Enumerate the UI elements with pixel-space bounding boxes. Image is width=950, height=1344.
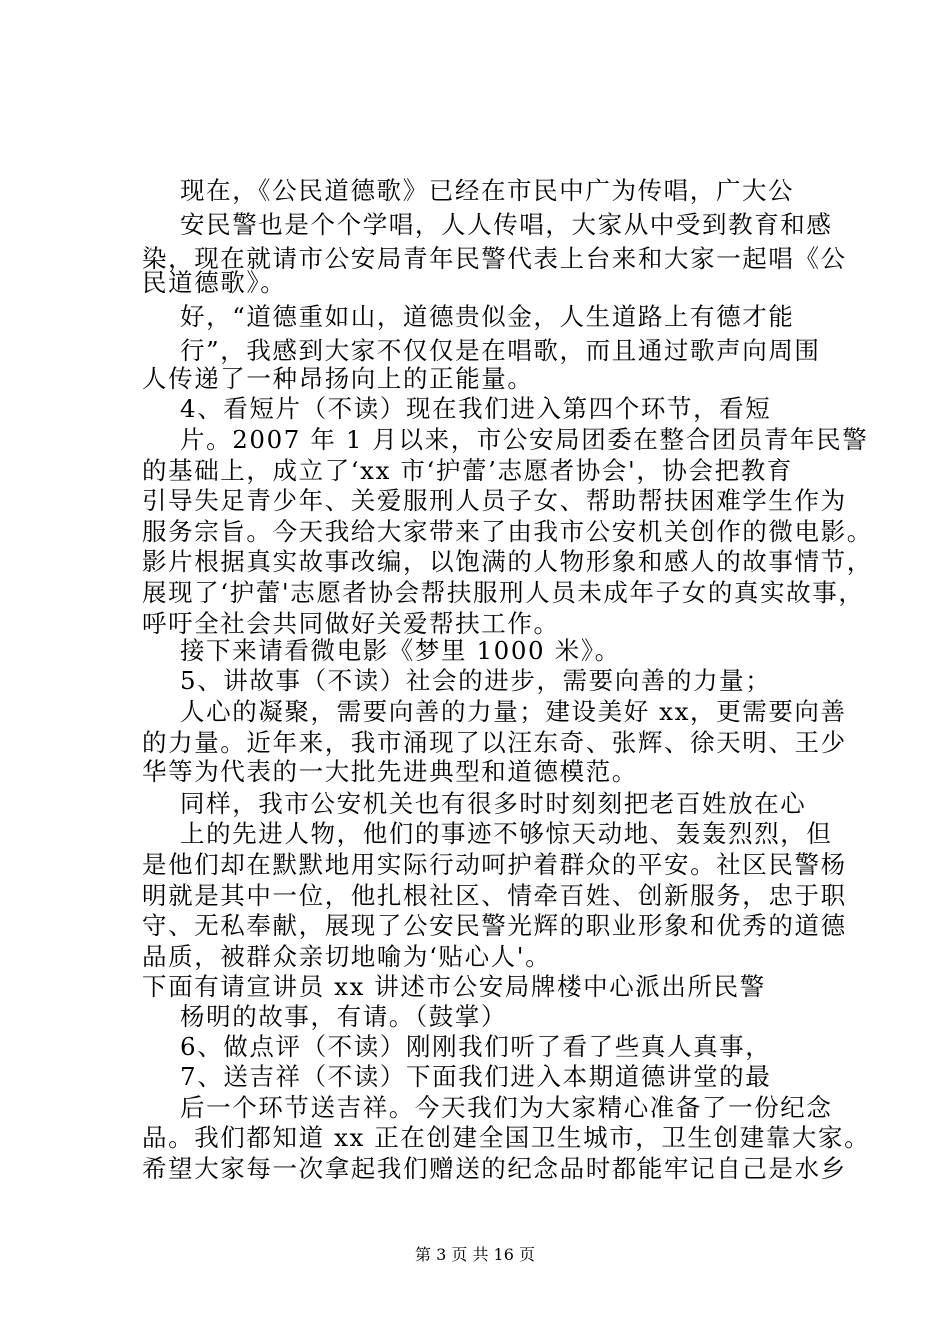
text-line: 同样，我市公安机关也有很多时时刻刻把老百姓放在心 <box>180 789 807 818</box>
text-line: 上的先进人物，他们的事迹不够惊天动地、轰轰烈烈，但 <box>180 819 833 848</box>
text-line: 展现了‘护蕾'志愿者协会帮扶服刑人员未成年子女的真实故事， <box>142 578 865 607</box>
text-line: 影片根据真实故事改编，以饱满的人物形象和感人的故事情节， <box>142 547 873 576</box>
text-line: 后一个环节送吉祥。今天我们为大家精心准备了一份纪念 <box>180 1093 833 1122</box>
text-line: 人心的凝聚，需要向善的力量；建设美好 xx，更需要向善 <box>180 697 847 726</box>
page-footer: 第 3 页 共 16 页 <box>415 1245 535 1264</box>
text-line: 华等为代表的一大批先进典型和道德模范。 <box>142 757 638 786</box>
text-line: 人传递了一种昂扬向上的正能量。 <box>142 364 534 393</box>
text-line: 接下来请看微电影《梦里 1000 米》。 <box>180 636 621 665</box>
text-line: 安民警也是个个学唱，人人传唱，大家从中受到教育和感 <box>180 210 833 239</box>
text-line: 6、做点评（不读）刚刚我们听了看了些真人真事， <box>180 1032 772 1061</box>
text-line: 7、送吉祥（不读）下面我们进入本期道德讲堂的最 <box>180 1062 772 1091</box>
text-line: 的基础上，成立了‘xx 市‘护蕾’志愿者协会'，协会把教育 <box>142 456 793 485</box>
text-line: 守、无私奉献，展现了公安民警光辉的职业形象和优秀的道德 <box>142 911 847 940</box>
text-line: 希望大家每一次拿起我们赠送的纪念品时都能牢记自己是水乡 <box>142 1154 847 1183</box>
text-line: 呼吁全社会共同做好关爱帮扶工作。 <box>142 609 560 638</box>
text-line: 5、讲故事（不读）社会的进步，需要向善的力量； <box>180 666 772 695</box>
text-line: 是他们却在默默地用实际行动呵护着群众的平安。社区民警杨 <box>142 850 847 879</box>
text-line: 民道德歌》。 <box>142 268 287 297</box>
text-line: 明就是其中一位，他扎根社区、情牵百姓、创新服务，忠于职 <box>142 881 847 910</box>
text-line: 品质，被群众亲切地喻为‘贴心人'。 <box>142 942 552 971</box>
text-line: 片。2007 年 1 月以来，市公安局团委在整合团员青年民警 <box>180 425 869 454</box>
text-line: 服务宗旨。今天我给大家带来了由我市公安机关创作的微电影。 <box>142 517 873 546</box>
text-line: 下面有请宣讲员 xx 讲述市公安局牌楼中心派出所民警 <box>142 972 766 1001</box>
text-line: 行”，我感到大家不仅仅是在唱歌，而且通过歌声向周围 <box>180 336 821 365</box>
text-line: 现在，《公民道德歌》已经在市民中广为传唱，广大公 <box>180 176 795 205</box>
text-line: 染，现在就请市公安局青年民警代表上台来和大家一起唱《公 <box>142 244 847 273</box>
text-line: 的力量。近年来，我市涌现了以汪东奇、张辉、徐天明、王少 <box>142 728 847 757</box>
text-line: 好，“道德重如山，道德贵似金，人生道路上有德才能 <box>180 302 795 331</box>
text-line: 4、看短片（不读）现在我们进入第四个环节，看短 <box>180 394 772 423</box>
text-line: 品。我们都知道 xx 正在创建全国卫生城市，卫生创建靠大家。 <box>142 1123 871 1152</box>
text-line: 引导失足青少年、关爱服刑人员子女、帮助帮扶困难学生作为 <box>142 486 847 515</box>
text-line: 杨明的故事，有请。（鼓掌） <box>180 1002 508 1031</box>
